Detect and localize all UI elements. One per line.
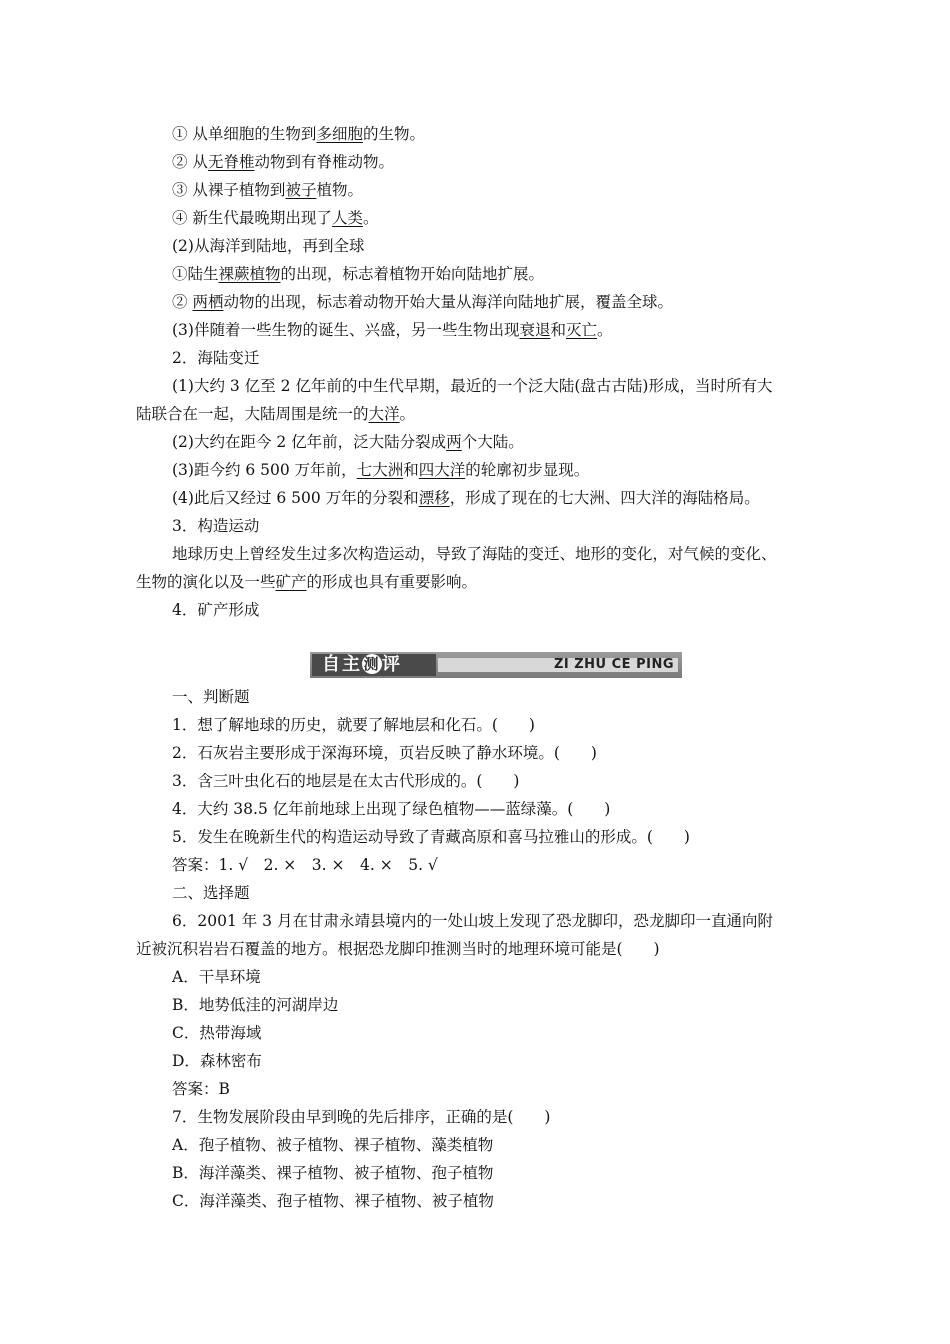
line-text: ，形成了现在的七大洲、四大洋的海陆格局。 xyxy=(449,489,760,507)
text-line xyxy=(172,459,589,481)
line-text: 4．大约 38.5 亿年前地球上出现了绿色植物——蓝绿藻。( ) xyxy=(172,800,611,818)
line-text: 二、选择题 xyxy=(172,884,250,902)
line-text: 4．矿产形成 xyxy=(172,601,260,619)
line-text: 近被沉积岩岩石覆盖的地方。根据恐龙脚印推测当时的地理环境可能是( ) xyxy=(136,940,660,958)
line-text: 。 xyxy=(597,321,613,339)
text-line xyxy=(172,910,773,932)
line-text: 3．含三叶虫化石的地层是在太古代形成的。( ) xyxy=(172,772,520,790)
line-text: D．森林密布 xyxy=(172,1052,262,1070)
text-line xyxy=(172,742,597,764)
line-text: 和 xyxy=(403,461,419,479)
banner-title-mark: 测 xyxy=(363,655,381,673)
text-line xyxy=(172,123,425,145)
text-line xyxy=(172,714,535,736)
text-line xyxy=(172,207,378,229)
text-line xyxy=(172,151,394,173)
text-line xyxy=(172,375,772,397)
text-line xyxy=(172,431,524,453)
line-text: C．热带海域 xyxy=(172,1024,262,1042)
text-line xyxy=(172,599,259,621)
line-text: ② 从 xyxy=(172,153,208,171)
text-line xyxy=(172,319,613,341)
answer-blank: 多细胞 xyxy=(316,125,363,143)
text-line xyxy=(172,1162,493,1184)
line-text: A．干旱环境 xyxy=(172,968,261,986)
line-text: 动物的出现，标志着动物开始大量从海洋向陆地扩展，覆盖全球。 xyxy=(223,293,673,311)
answer-blank: 裸蕨植物 xyxy=(218,265,281,283)
text-line xyxy=(172,686,250,708)
text-line xyxy=(172,1078,230,1100)
line-text: (1)大约 3 亿至 2 亿年前的中生代早期，最近的一个泛大陆(盘古古陆)形成，当时所有大 xyxy=(172,377,773,395)
line-text: 。 xyxy=(399,405,416,423)
line-text: ① 从单细胞的生物到 xyxy=(172,125,317,143)
line-text: 地球历史上曾经发生过多次构造运动，导致了海陆的变迁、地形的变化，对气候的变化、 xyxy=(172,545,777,563)
answer-blank: 两 xyxy=(446,433,462,451)
banner-title-part: 自主 xyxy=(322,654,362,675)
answer-blank: 灭亡 xyxy=(566,321,598,339)
line-text: 答案：B xyxy=(172,1080,230,1098)
text-line xyxy=(136,938,660,960)
answer-blank: 人类 xyxy=(331,209,363,227)
line-text: 陆联合在一起，大陆周围是统一的 xyxy=(136,405,369,423)
text-line xyxy=(172,1106,550,1128)
line-text: 动物到有脊椎动物。 xyxy=(254,153,394,171)
line-text: 2．海陆变迁 xyxy=(172,349,260,367)
text-line xyxy=(172,347,259,369)
answer-blank: 被子 xyxy=(285,181,317,199)
line-text: ④ 新生代最晚期出现了 xyxy=(172,209,332,227)
text-line xyxy=(136,403,415,425)
line-text: B．地势低洼的河湖岸边 xyxy=(172,996,339,1014)
line-text: B．海洋藻类、裸子植物、被子植物、孢子植物 xyxy=(172,1164,494,1182)
text-line xyxy=(172,966,261,988)
line-text: 植物。 xyxy=(316,181,363,199)
section-banner xyxy=(310,652,682,678)
line-text: 的生物。 xyxy=(362,125,425,143)
banner-title-box xyxy=(312,654,436,676)
banner-title xyxy=(322,654,402,676)
line-text: (3)伴随着一些生物的诞生、兴盛，另一些生物出现 xyxy=(172,321,520,339)
line-text: (2)从海洋到陆地，再到全球 xyxy=(172,237,365,255)
text-line xyxy=(172,487,760,509)
line-text: 5．发生在晚新生代的构造运动导致了青藏高原和喜马拉雅山的形成。( ) xyxy=(172,828,690,846)
line-text: (4)此后又经过 6 500 万年的分裂和 xyxy=(172,489,419,507)
answer-blank: 漂移 xyxy=(418,489,450,507)
answer-blank: 无脊椎 xyxy=(207,153,255,171)
line-text: 答案：1. √ 2. × 3. × 4. × 5. √ xyxy=(172,856,438,874)
text-line xyxy=(172,291,673,313)
line-text: 2．石灰岩主要形成于深海环境，页岩反映了静水环境。( ) xyxy=(172,744,597,762)
text-line xyxy=(172,1022,261,1044)
text-line xyxy=(172,770,519,792)
answer-blank: 七大洲 xyxy=(356,461,404,479)
text-line xyxy=(172,1190,494,1212)
line-text: 个大陆。 xyxy=(461,433,524,451)
line-text: (2)大约在距今 2 亿年前，泛大陆分裂成 xyxy=(172,433,447,451)
answer-blank: 两栖 xyxy=(192,293,224,311)
line-text: A．孢子植物、被子植物、裸子植物、藻类植物 xyxy=(172,1136,494,1154)
line-text: 7．生物发展阶段由早到晚的先后排序，正确的是( ) xyxy=(172,1108,551,1126)
line-text: 的轮廓初步显现。 xyxy=(465,461,590,479)
text-line xyxy=(172,854,438,876)
line-text: ③ 从裸子植物到 xyxy=(172,181,286,199)
text-line xyxy=(172,994,338,1016)
text-line xyxy=(172,235,364,257)
answer-blank: 四大洋 xyxy=(418,461,466,479)
text-line xyxy=(172,826,690,848)
text-line xyxy=(172,798,610,820)
line-text: 一、判断题 xyxy=(172,688,250,706)
text-line xyxy=(172,263,544,285)
line-text: 6．2001 年 3 月在甘肃永靖县境内的一处山坡上发现了恐龙脚印，恐龙脚印一直通向附 xyxy=(172,912,773,930)
text-line xyxy=(172,179,363,201)
line-text: (3)距今约 6 500 万年前， xyxy=(172,461,357,479)
text-line xyxy=(172,543,777,565)
line-text: 3．构造运动 xyxy=(172,517,260,535)
answer-blank: 大洋 xyxy=(368,405,400,423)
text-line xyxy=(172,1050,262,1072)
line-text: 1．想了解地球的历史，就要了解地层和化石。( ) xyxy=(172,716,535,734)
text-line xyxy=(172,882,250,904)
answer-blank: 矿产 xyxy=(275,573,307,591)
line-text: 。 xyxy=(362,209,379,227)
line-text: 的出现，标志着植物开始向陆地扩展。 xyxy=(280,265,545,283)
text-line xyxy=(172,1134,493,1156)
line-text: 生物的演化以及一些 xyxy=(136,573,276,591)
line-text: C．海洋藻类、孢子植物、裸子植物、被子植物 xyxy=(172,1192,494,1210)
text-line xyxy=(172,515,259,537)
line-text: ② xyxy=(172,293,193,311)
line-text: ①陆生 xyxy=(172,265,219,283)
line-text: 和 xyxy=(550,321,566,339)
answer-blank: 衰退 xyxy=(519,321,551,339)
line-text: 的形成也具有重要影响。 xyxy=(306,573,478,591)
banner-title-part: 评 xyxy=(382,654,402,675)
banner-subtitle: ZI ZHU CE PING xyxy=(553,657,674,672)
text-line xyxy=(136,571,477,593)
